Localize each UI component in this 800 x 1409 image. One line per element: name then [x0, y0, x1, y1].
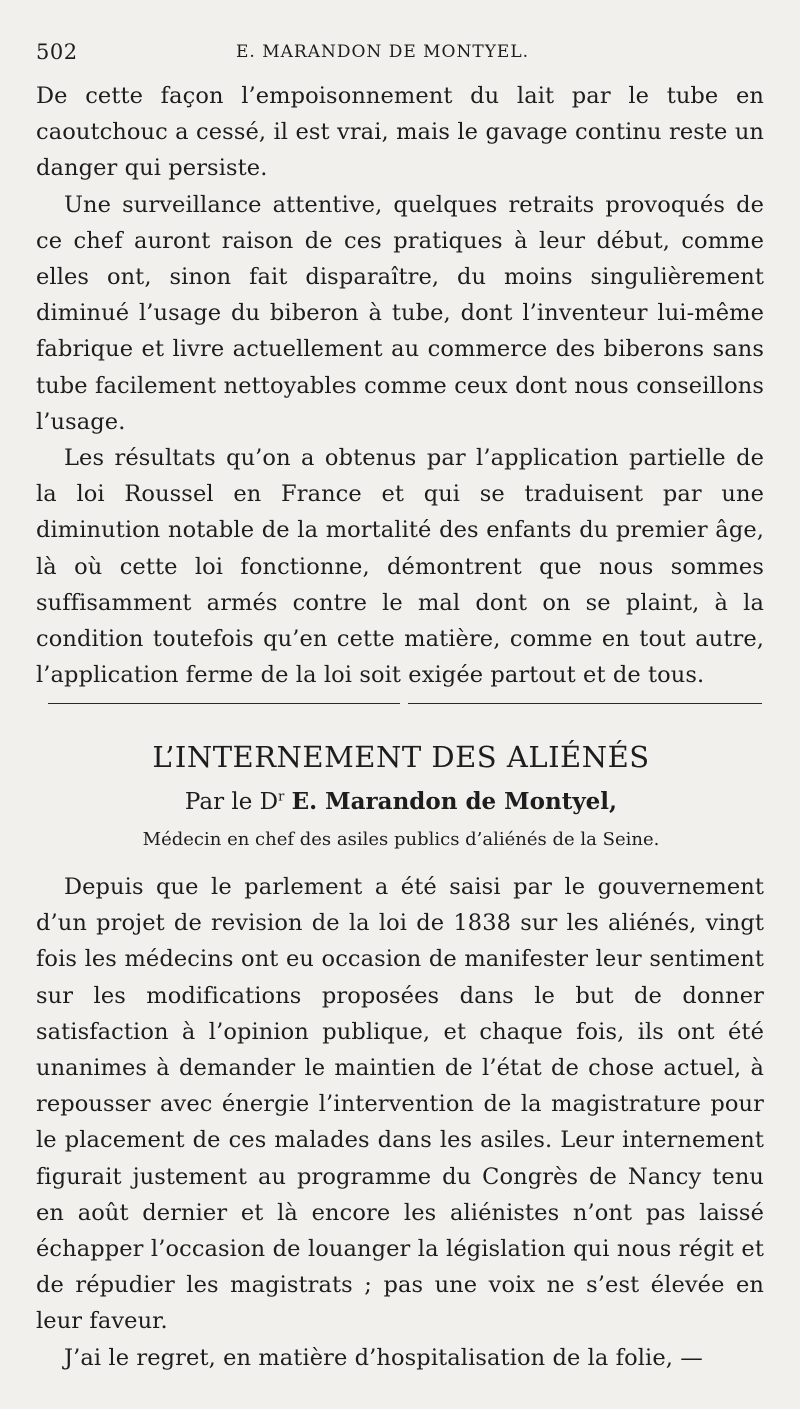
author-name: E. Marandon de Montyel, — [291, 788, 618, 815]
article-body — [36, 869, 764, 1376]
paragraph: De cette façon l’empoisonnement du lait par le tube en caoutchouc a cessé, il est vrai, mais le gavage continu reste un danger qui persiste. — [36, 83, 764, 182]
byline-prefix: Par le D — [184, 789, 279, 815]
paragraph: Les résultats qu’on a obtenus par l’application partielle de la loi Roussel en France et qui se traduisent par une diminution notable de la mortalité des enfants du premier âge, là où cette loi fonctionne, démontrent que nous sommes suffisamment armés contre le mal dont on se plaint, à la condition toutefois qu’en cette matière, comme en tout autre, l’application ferme de la loi soit exigée partout et de tous. — [36, 445, 764, 689]
byline-sup: r — [278, 789, 285, 805]
paragraph: Depuis que le parlement a été saisi par le gouvernement d’un projet de revision de la loi de 1838 sur les aliénés, vingt fois les médecins ont eu occasion de manifester leur sentiment sur les modifications proposées dans le but de donner satisfaction à l’opinion publique, et chaque fois, ils ont été unanimes à demander le maintien de l’état de chose actuel, à repousser avec énergie l’intervention de la magistrature pour le placement de ces malades dans les asiles. Leur internement figurait justement au programme du Congrès de Nancy tenu en août dernier et là encore les aliénistes n’ont pas laissé échapper l’occasion de louanger la législation qui nous régit et de répudier les magistrats ; pas une voix ne s’est élevée en leur faveur. — [36, 874, 764, 1335]
author-affiliation: Médecin en chef des asiles publics d’aliénés de la Seine. — [142, 829, 660, 850]
continued-text — [36, 78, 764, 693]
byline — [36, 788, 766, 815]
book-page — [36, 0, 766, 1409]
running-title: E. MARANDON DE MONTYEL. — [236, 42, 530, 62]
page-number: 502 — [36, 40, 78, 64]
article-title: L’INTERNEMENT DES ALIÉNÉS — [152, 740, 650, 774]
section-divider — [48, 703, 762, 704]
running-head — [36, 40, 766, 70]
paragraph: J’ai le regret, en matière d’hospitalisation de la folie, — — [64, 1344, 703, 1371]
paragraph: Une surveillance attentive, quelques retraits provoqués de ce chef auront raison de ces pratiques à leur début, comme elles ont, sinon fait disparaître, du moins singulièrement diminué l’usage du biberon à tube, dont l’inventeur lui-même fabrique et livre actuellement au commerce des biberons sans tube facilement nettoyables comme ceux dont nous conseillons l’usage. — [36, 191, 764, 435]
